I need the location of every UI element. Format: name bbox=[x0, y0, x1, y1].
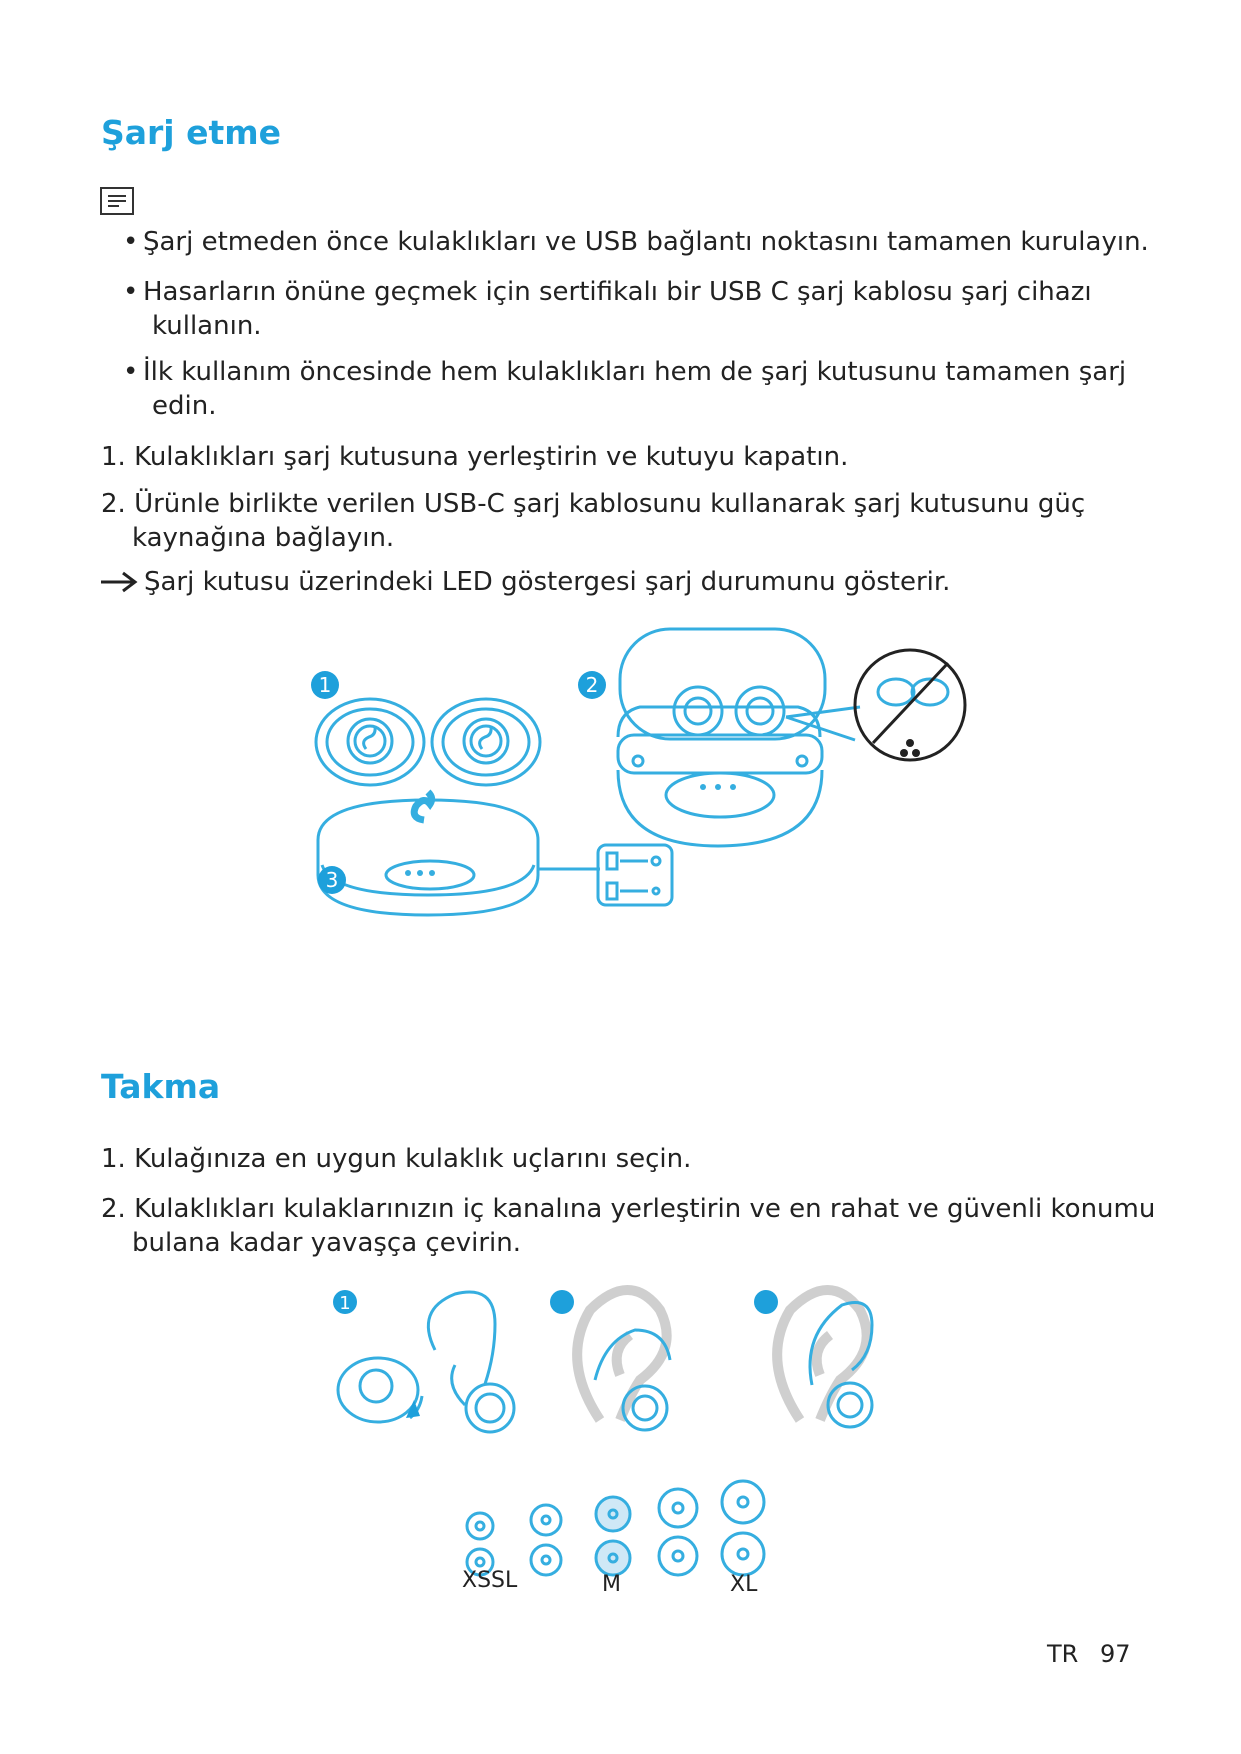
earbud-in-ear-1 bbox=[595, 1330, 670, 1430]
ear-drawing-2 bbox=[777, 1290, 867, 1420]
arrow-right-icon bbox=[99, 570, 139, 598]
bullet-certified-cable: • Hasarların önüne geçmek için sertifikalı bir USB C şarj kablosu şarj cihazı bbox=[143, 276, 1092, 309]
note-icon bbox=[100, 187, 134, 215]
charging-illustration bbox=[300, 625, 980, 1015]
tip-size-xl: XL bbox=[730, 1572, 758, 1597]
footer-language: TR bbox=[1047, 1640, 1079, 1668]
step-2-charging: 2. Ürünle birlikte verilen USB-C şarj kablosunu kullanarak şarj kutusunu güç bbox=[101, 489, 1086, 519]
tip-size-m: M bbox=[602, 1572, 621, 1597]
step-1-wearing: 1. Kulağınıza en uygun kulaklık uçlarını seçin. bbox=[101, 1144, 692, 1174]
step-1-charging: 1. Kulaklıkları şarj kutusuna yerleştirin ve kutuyu kapatın. bbox=[101, 442, 849, 472]
earbud-left-drawing bbox=[316, 699, 424, 785]
step-badge-wearing-2 bbox=[550, 1290, 574, 1314]
step-badge-wearing-3 bbox=[754, 1290, 778, 1314]
bullet-certified-cable-cont: kullanın. bbox=[152, 311, 262, 341]
step-badge-3-label: 3 bbox=[325, 868, 339, 892]
step-2-charging-cont: kaynağına bağlayın. bbox=[132, 523, 395, 553]
step-badge-2-label: 2 bbox=[585, 673, 599, 697]
bullet-dry-before-charging: • Şarj etmeden önce kulaklıkları ve USB bağlantı noktasını tamamen kurulayın. bbox=[143, 226, 1149, 259]
step-badge-1-label: 1 bbox=[318, 673, 332, 697]
tip-size-xssl: XSSL bbox=[462, 1568, 518, 1593]
open-charging-case-drawing bbox=[618, 629, 965, 846]
earbud-attach-drawing bbox=[338, 1292, 514, 1432]
step-2-wearing: 2. Kulaklıkları kulaklarınızın iç kanalına yerleştirin ve en rahat ve güvenli konumu bbox=[101, 1194, 1156, 1224]
result-led-indicator: Şarj kutusu üzerindeki LED göstergesi şarj durumunu gösterir. bbox=[144, 567, 951, 597]
bullet-full-charge-cont: edin. bbox=[152, 391, 217, 421]
step-badge-wearing-1-label: 1 bbox=[339, 1293, 351, 1314]
section-title-charging: Şarj etme bbox=[101, 113, 282, 152]
footer-page-number: 97 bbox=[1100, 1640, 1131, 1668]
earbud-right-drawing bbox=[432, 699, 540, 785]
bullet-full-charge: • İlk kullanım öncesinde hem kulaklıkları hem de şarj kutusunu tamamen şarj bbox=[143, 356, 1126, 389]
section-title-wearing: Takma bbox=[101, 1067, 221, 1106]
wearing-illustration bbox=[330, 1280, 920, 1460]
closed-charging-case-drawing bbox=[318, 792, 672, 915]
step-2-wearing-cont: bulana kadar yavaşça çevirin. bbox=[132, 1228, 521, 1258]
